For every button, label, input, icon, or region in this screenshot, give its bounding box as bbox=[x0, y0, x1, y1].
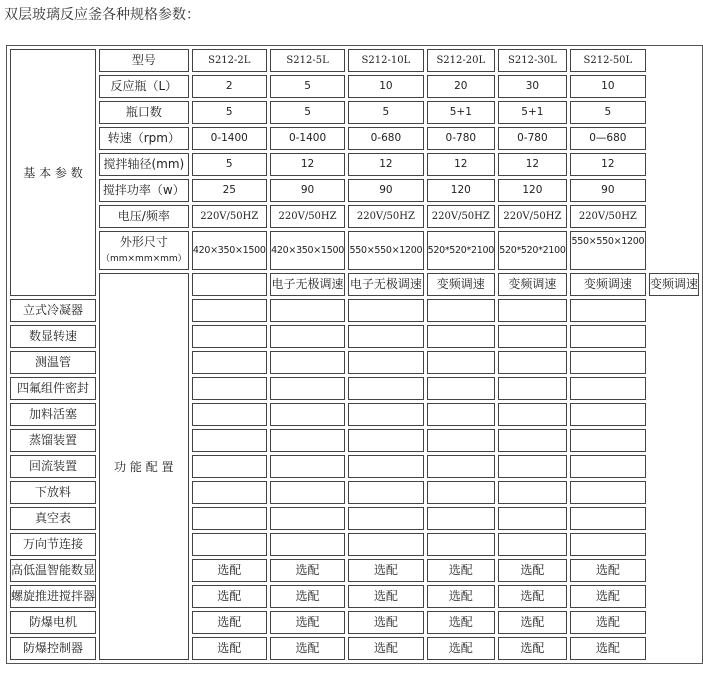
value-cell bbox=[427, 533, 496, 556]
value-cell bbox=[427, 299, 496, 322]
value-cell: 220V/50HZ bbox=[348, 205, 423, 228]
value-cell bbox=[427, 403, 496, 426]
value-cell: 220V/50HZ bbox=[570, 205, 646, 228]
value-cell: 选配 bbox=[348, 585, 423, 608]
value-cell: 电子无极调速 bbox=[348, 273, 423, 296]
value-cell: 变频调速 bbox=[649, 273, 699, 296]
value-cell bbox=[498, 481, 567, 504]
value-cell: 选配 bbox=[192, 585, 267, 608]
value-cell bbox=[270, 481, 345, 504]
row-label: 转速（rpm） bbox=[99, 127, 189, 150]
value-cell bbox=[427, 481, 496, 504]
value-cell: 电子无极调速 bbox=[270, 273, 345, 296]
value-cell: 0—680 bbox=[570, 127, 646, 150]
value-cell bbox=[192, 455, 267, 478]
model-cell: S212-30L bbox=[498, 49, 567, 72]
value-cell bbox=[427, 429, 496, 452]
value-cell: 550×550×1200 bbox=[570, 231, 646, 270]
value-cell: 变频调速 bbox=[427, 273, 496, 296]
table-row bbox=[10, 101, 699, 124]
value-cell bbox=[570, 403, 646, 426]
row-label: 下放料 bbox=[10, 481, 96, 504]
value-cell bbox=[570, 429, 646, 452]
value-cell: 选配 bbox=[192, 637, 267, 660]
value-cell bbox=[348, 429, 423, 452]
value-cell: 选配 bbox=[498, 611, 567, 634]
value-cell bbox=[498, 325, 567, 348]
row-label: 万向节连接 bbox=[10, 533, 96, 556]
value-cell: 选配 bbox=[192, 611, 267, 634]
value-cell: 5 bbox=[192, 153, 267, 176]
row-label: 瓶口数 bbox=[99, 101, 189, 124]
value-cell bbox=[348, 507, 423, 530]
value-cell: 420×350×1500 bbox=[192, 231, 267, 270]
value-cell: 0-1400 bbox=[192, 127, 267, 150]
value-cell bbox=[498, 533, 567, 556]
value-cell: 选配 bbox=[270, 611, 345, 634]
model-cell: S212-10L bbox=[348, 49, 423, 72]
size-label: 外形尺寸 bbox=[119, 234, 168, 249]
page-title: 双层玻璃反应釜各种规格参数： bbox=[4, 7, 200, 23]
row-label: 搅拌轴径(mm) bbox=[99, 153, 189, 176]
value-cell bbox=[270, 377, 345, 400]
value-cell bbox=[498, 455, 567, 478]
value-cell bbox=[270, 325, 345, 348]
value-cell: 420×350×1500 bbox=[270, 231, 345, 270]
value-cell: 0-780 bbox=[427, 127, 496, 150]
value-cell: 30 bbox=[498, 75, 567, 98]
value-cell bbox=[570, 533, 646, 556]
value-cell: 5+1 bbox=[498, 101, 567, 124]
value-cell: 5 bbox=[348, 101, 423, 124]
value-cell bbox=[192, 377, 267, 400]
row-label: 反应瓶（L） bbox=[99, 75, 189, 98]
value-cell bbox=[498, 377, 567, 400]
value-cell bbox=[348, 481, 423, 504]
value-cell bbox=[192, 533, 267, 556]
value-cell: 2 bbox=[192, 75, 267, 98]
value-cell bbox=[348, 325, 423, 348]
table-row bbox=[10, 273, 699, 296]
value-cell: 选配 bbox=[348, 611, 423, 634]
value-cell bbox=[270, 507, 345, 530]
value-cell bbox=[498, 351, 567, 374]
row-label: 高低温智能数显 bbox=[10, 559, 96, 582]
header-row bbox=[10, 49, 699, 72]
value-cell bbox=[348, 377, 423, 400]
row-label: 四氟组件密封 bbox=[10, 377, 96, 400]
value-cell bbox=[427, 351, 496, 374]
section-basic: 基 本 参 数 bbox=[10, 49, 96, 296]
table-row bbox=[10, 153, 699, 176]
value-cell: 550×550×1200 bbox=[348, 231, 423, 270]
value-cell bbox=[270, 299, 345, 322]
value-cell bbox=[498, 403, 567, 426]
value-cell: 90 bbox=[570, 179, 646, 202]
value-cell: 选配 bbox=[348, 559, 423, 582]
row-label: 搅拌功率（w） bbox=[99, 179, 189, 202]
value-cell: 120 bbox=[498, 179, 567, 202]
value-cell: 选配 bbox=[498, 637, 567, 660]
value-cell: 120 bbox=[427, 179, 496, 202]
value-cell bbox=[192, 481, 267, 504]
value-cell bbox=[192, 325, 267, 348]
value-cell: 12 bbox=[498, 153, 567, 176]
value-cell bbox=[270, 429, 345, 452]
value-cell bbox=[270, 455, 345, 478]
value-cell: 选配 bbox=[348, 637, 423, 660]
row-label: 防爆控制器 bbox=[10, 637, 96, 660]
value-cell: 12 bbox=[427, 153, 496, 176]
value-cell: 5 bbox=[570, 101, 646, 124]
value-cell: 选配 bbox=[498, 559, 567, 582]
table-row bbox=[10, 179, 699, 202]
value-cell bbox=[427, 377, 496, 400]
value-cell: 选配 bbox=[427, 559, 496, 582]
model-cell: S212-2L bbox=[192, 49, 267, 72]
model-header-label: 型号 bbox=[99, 49, 189, 72]
row-label bbox=[99, 231, 189, 270]
value-cell: 5 bbox=[192, 101, 267, 124]
value-cell bbox=[570, 455, 646, 478]
value-cell bbox=[270, 533, 345, 556]
value-cell: 选配 bbox=[570, 637, 646, 660]
row-label: 电压/频率 bbox=[99, 205, 189, 228]
value-cell: 220V/50HZ bbox=[270, 205, 345, 228]
value-cell: 选配 bbox=[270, 585, 345, 608]
table-row bbox=[10, 205, 699, 228]
value-cell: 选配 bbox=[570, 585, 646, 608]
value-cell: 变频调速 bbox=[498, 273, 567, 296]
value-cell bbox=[348, 455, 423, 478]
value-cell: 选配 bbox=[570, 559, 646, 582]
value-cell bbox=[570, 351, 646, 374]
value-cell: 0-780 bbox=[498, 127, 567, 150]
value-cell: 220V/50HZ bbox=[498, 205, 567, 228]
value-cell: 5 bbox=[270, 75, 345, 98]
value-cell bbox=[498, 507, 567, 530]
size-unit: （mm×mm×mm） bbox=[100, 253, 187, 264]
value-cell bbox=[192, 507, 267, 530]
value-cell bbox=[570, 299, 646, 322]
value-cell bbox=[427, 325, 496, 348]
model-cell: S212-50L bbox=[570, 49, 646, 72]
row-label: 真空表 bbox=[10, 507, 96, 530]
value-cell bbox=[570, 377, 646, 400]
value-cell: 10 bbox=[348, 75, 423, 98]
value-cell: 选配 bbox=[427, 585, 496, 608]
value-cell bbox=[348, 533, 423, 556]
value-cell: 220V/50HZ bbox=[427, 205, 496, 228]
value-cell: 选配 bbox=[427, 611, 496, 634]
value-cell bbox=[427, 455, 496, 478]
value-cell: 20 bbox=[427, 75, 496, 98]
value-cell bbox=[498, 299, 567, 322]
value-cell: 0-1400 bbox=[270, 127, 345, 150]
value-cell: 90 bbox=[270, 179, 345, 202]
value-cell: 220V/50HZ bbox=[192, 205, 267, 228]
value-cell bbox=[192, 299, 267, 322]
value-cell: 520*520*2100 bbox=[498, 231, 567, 270]
value-cell: 25 bbox=[192, 179, 267, 202]
value-cell: 10 bbox=[570, 75, 646, 98]
value-cell: 12 bbox=[270, 153, 345, 176]
value-cell: 12 bbox=[348, 153, 423, 176]
row-label: 回流装置 bbox=[10, 455, 96, 478]
value-cell bbox=[192, 403, 267, 426]
value-cell bbox=[192, 351, 267, 374]
value-cell: 90 bbox=[348, 179, 423, 202]
value-cell: 变频调速 bbox=[570, 273, 646, 296]
value-cell: 5+1 bbox=[427, 101, 496, 124]
value-cell bbox=[348, 403, 423, 426]
row-label: 蒸馏装置 bbox=[10, 429, 96, 452]
model-cell: S212-20L bbox=[427, 49, 496, 72]
row-label: 数显转速 bbox=[10, 325, 96, 348]
value-cell bbox=[570, 481, 646, 504]
row-label: 加料活塞 bbox=[10, 403, 96, 426]
value-cell bbox=[348, 351, 423, 374]
row-label: 立式冷凝器 bbox=[10, 299, 96, 322]
value-cell: 选配 bbox=[270, 559, 345, 582]
value-cell bbox=[270, 351, 345, 374]
row-label: 螺旋推进搅拌器 bbox=[10, 585, 96, 608]
table-row bbox=[10, 231, 699, 270]
section-function: 功 能 配 置 bbox=[99, 273, 189, 660]
value-cell: 选配 bbox=[570, 611, 646, 634]
value-cell bbox=[192, 429, 267, 452]
value-cell: 12 bbox=[570, 153, 646, 176]
row-label: 防爆电机 bbox=[10, 611, 96, 634]
table-row bbox=[10, 75, 699, 98]
value-cell: 选配 bbox=[192, 559, 267, 582]
value-cell bbox=[498, 429, 567, 452]
value-cell bbox=[570, 325, 646, 348]
value-cell bbox=[570, 507, 646, 530]
value-cell bbox=[427, 507, 496, 530]
value-cell bbox=[270, 403, 345, 426]
row-label: 测温管 bbox=[10, 351, 96, 374]
value-cell: 选配 bbox=[498, 585, 567, 608]
row-label bbox=[192, 273, 267, 296]
value-cell: 520*520*2100 bbox=[427, 231, 496, 270]
table-row bbox=[10, 127, 699, 150]
value-cell: 选配 bbox=[270, 637, 345, 660]
value-cell: 0-680 bbox=[348, 127, 423, 150]
value-cell: 选配 bbox=[427, 637, 496, 660]
value-cell bbox=[348, 299, 423, 322]
value-cell: 5 bbox=[270, 101, 345, 124]
spec-table bbox=[6, 45, 703, 664]
model-cell: S212-5L bbox=[270, 49, 345, 72]
